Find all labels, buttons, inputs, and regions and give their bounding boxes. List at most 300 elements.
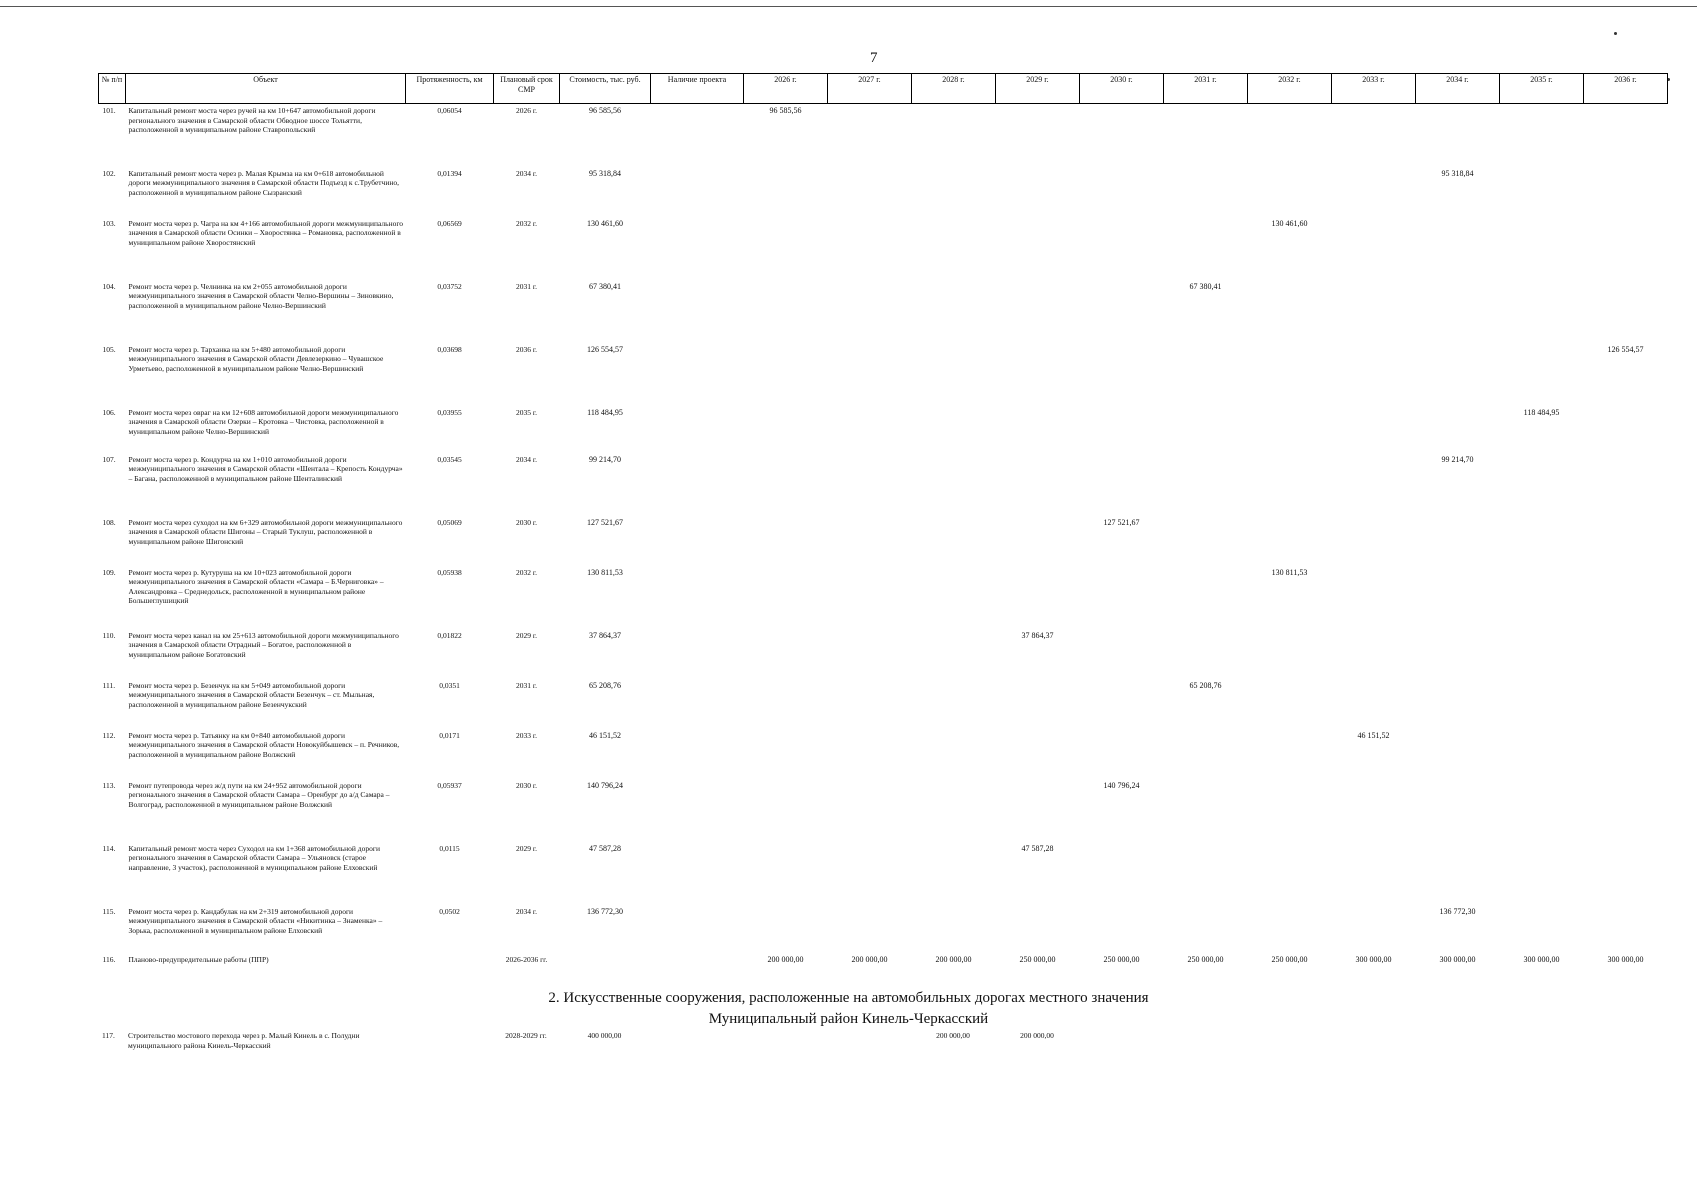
table-cell	[651, 905, 744, 953]
table-cell	[1079, 1029, 1163, 1059]
table-cell	[996, 280, 1080, 343]
column-header: 2035 г.	[1500, 74, 1584, 104]
table-cell	[1500, 842, 1584, 905]
bridges-table	[98, 73, 1668, 973]
table-cell	[827, 1029, 911, 1059]
table-cell	[405, 1029, 493, 1059]
table-cell: 2036 г.	[516, 344, 537, 354]
table-cell: 136 772,30	[587, 906, 623, 916]
table-cell: 2028-2029 гг.	[505, 1031, 547, 1040]
table-cell	[1584, 679, 1668, 729]
table-cell	[1332, 343, 1416, 406]
table-cell	[1164, 104, 1248, 167]
table-cell	[651, 953, 744, 973]
table-row	[99, 679, 1668, 729]
table-cell	[744, 679, 828, 729]
table-cell	[744, 629, 828, 679]
table-cell	[828, 104, 912, 167]
table-cell: 109.	[102, 567, 116, 577]
table-cell	[1500, 280, 1584, 343]
table-cell: 126 554,57	[1607, 344, 1644, 354]
table-cell: 2034 г.	[516, 454, 537, 464]
table-cell: 37 864,37	[1021, 630, 1054, 640]
table-cell: 250 000,00	[1019, 954, 1056, 964]
table-row	[99, 953, 1668, 973]
table-cell	[1248, 629, 1332, 679]
table-cell: Ремонт моста через р. Кутуруша на км 10+023 автомобильной дороги межмуниципального значения в Самарской области «Самара – Б.Черниговка» – Александровка – Среднедольск, расположенной в муниципальном районе Большеглушицкий	[128, 567, 384, 605]
table-cell	[996, 453, 1080, 516]
table-row	[99, 104, 1668, 167]
table-cell	[1332, 679, 1416, 729]
table-cell	[1584, 453, 1668, 516]
table-cell	[1500, 104, 1584, 167]
table-cell	[996, 566, 1080, 629]
table-cell	[1164, 779, 1248, 842]
table-cell	[744, 167, 828, 217]
table-cell: 0,0115	[439, 843, 460, 853]
table-cell	[828, 679, 912, 729]
table-cell	[560, 953, 651, 973]
table-cell	[1500, 729, 1584, 779]
table-cell: 113.	[102, 780, 116, 790]
column-header: 2028 г.	[912, 74, 996, 104]
table-cell	[1164, 566, 1248, 629]
table-cell	[996, 406, 1080, 453]
table-cell: Ремонт моста через р. Чагра на км 4+166 автомобильной дороги межмуниципального значения в Самарской области Осинки – Хворостянка – Романовка, расположенной в муниципальном районе Хворостянский	[128, 218, 404, 247]
section-title	[0, 988, 1697, 1030]
table-cell: 126 554,57	[587, 344, 623, 354]
table-cell	[1164, 167, 1248, 217]
table-cell: Ремонт путепровода через ж/д пути на км 24+952 автомобильной дороги регионального значения в Самарской области Самара – Оренбург до а/д Самара – Волгоград, расположенной в муниципальном районе Волжский	[128, 780, 390, 809]
table-cell: 130 461,60	[1271, 218, 1308, 228]
table-cell	[1248, 406, 1332, 453]
table-row	[99, 729, 1668, 779]
table-cell	[996, 679, 1080, 729]
table-cell: 2035 г.	[516, 407, 537, 417]
table-cell	[651, 280, 744, 343]
table-cell: Ремонт моста через р. Кондурча на км 1+010 автомобильной дороги межмуниципального значения в Самарской области «Шентала – Крепость Кондурча» – Багана, расположенной в муниципальном районе Шенталинский	[128, 454, 403, 483]
table-cell: Капитальный ремонт моста через Суходол на км 1+368 автомобильной дороги регионального значения в Самарской области Самара – Ульяновск (старое направление, 3 участок), расположенной в муниципальном районе Елховский	[128, 843, 380, 872]
table-cell: Ремонт моста через р. Кандабулак на км 2+319 автомобильной дороги межмуниципального значения в Самарской области «Никитинка – Знаменка» – Зорька, расположенной в муниципальном районе Елховский	[128, 906, 383, 935]
table-cell	[1080, 842, 1164, 905]
table-cell	[650, 1029, 743, 1059]
table-cell: Ремонт моста через р. Безенчук на км 5+049 автомобильной дороги межмуниципального значения в Самарской области Безенчук – ст. Мыльная, расположенной в муниципальном районе Безенчукский	[128, 680, 375, 709]
table-cell: 0,03752	[437, 281, 462, 291]
table-cell: 0,03955	[437, 407, 462, 417]
table-cell	[1332, 779, 1416, 842]
table-cell: 47 587,28	[589, 843, 621, 853]
table-cell	[912, 729, 996, 779]
table-cell: 0,05069	[437, 517, 462, 527]
table-cell	[1164, 406, 1248, 453]
table-cell: 96 585,56	[769, 106, 802, 115]
table-cell	[651, 679, 744, 729]
table-cell	[1416, 406, 1500, 453]
table-row	[99, 905, 1668, 953]
table-cell: 300 000,00	[1355, 954, 1392, 964]
table-cell: 2034 г.	[516, 168, 537, 178]
table-cell	[1415, 1029, 1499, 1059]
table-cell: 99 214,70	[1441, 454, 1474, 464]
table-cell: Капитальный ремонт моста через р. Малая Крымза на км 0+618 автомобильной дороги межмуниципального значения в Самарской области Подъезд к с.Трубетчино, расположенной в муниципальном районе Сызранский	[128, 168, 399, 197]
table-cell	[1416, 280, 1500, 343]
table-cell: 67 380,41	[1189, 281, 1222, 291]
table-cell: Капитальный ремонт моста через ручей на км 10+647 автомобильной дороги регионального значения в Самарской области Обводное шоссе Тольятти, расположенной в муниципальном районе Ставропольский	[128, 106, 376, 134]
table-cell	[1247, 1029, 1331, 1059]
table-cell: 0,03545	[437, 454, 462, 464]
column-header: 2036 г.	[1584, 74, 1668, 104]
table-cell	[743, 1029, 827, 1059]
table-cell: 200 000,00	[935, 954, 972, 964]
table-cell	[1248, 280, 1332, 343]
table-cell: 127 521,67	[587, 517, 623, 527]
table-cell	[651, 406, 744, 453]
table-cell: 2026 г.	[516, 106, 537, 115]
column-header: Наличие проекта	[651, 74, 744, 104]
table-cell	[1164, 516, 1248, 566]
table-cell	[744, 217, 828, 280]
table-cell	[651, 629, 744, 679]
table-cell	[1332, 104, 1416, 167]
table-cell	[1584, 842, 1668, 905]
table-cell	[651, 729, 744, 779]
table-cell	[744, 406, 828, 453]
table-row	[98, 1029, 1667, 1059]
table-cell	[912, 104, 996, 167]
table-cell	[1332, 280, 1416, 343]
table-cell	[1080, 104, 1164, 167]
table-cell	[1164, 217, 1248, 280]
table-cell	[651, 516, 744, 566]
section-subtitle: Муниципальный район Кинель-Черкасский	[708, 1011, 989, 1027]
table-cell	[1416, 779, 1500, 842]
table-cell: 103.	[102, 218, 116, 228]
table-cell	[1500, 217, 1584, 280]
table-cell: 0,0502	[439, 906, 460, 916]
table-row	[99, 167, 1668, 217]
table-cell	[1332, 566, 1416, 629]
column-header: Плановый срок СМР	[494, 74, 560, 104]
table-cell	[828, 566, 912, 629]
table-cell	[1332, 516, 1416, 566]
table-cell	[1584, 280, 1668, 343]
table-cell	[651, 343, 744, 406]
table-body	[99, 104, 1668, 973]
table-cell	[1080, 167, 1164, 217]
table-row	[99, 217, 1668, 280]
table-cell: 0,03698	[437, 344, 462, 354]
table-cell: 2034 г.	[516, 906, 537, 916]
table-cell	[1331, 1029, 1415, 1059]
table-cell	[1500, 566, 1584, 629]
table-cell: 95 318,84	[589, 168, 621, 178]
table-row	[99, 516, 1668, 566]
table-cell	[1332, 629, 1416, 679]
section-title-line1: 2. Искусственные сооружения, расположенные на автомобильных дорогах местного значения	[548, 990, 1149, 1006]
column-header: 2027 г.	[828, 74, 912, 104]
table-cell	[1416, 566, 1500, 629]
table-cell: 130 811,53	[1271, 567, 1308, 577]
table-cell: 200 000,00	[767, 954, 804, 964]
table-cell: 102.	[102, 168, 116, 178]
column-header: Объект	[126, 74, 406, 104]
table-cell	[1500, 453, 1584, 516]
table-cell	[1416, 629, 1500, 679]
table-cell: 200 000,00	[936, 1031, 970, 1040]
section2-body	[98, 1029, 1667, 1059]
table-cell	[1332, 167, 1416, 217]
table-cell	[1416, 217, 1500, 280]
table-cell	[1416, 343, 1500, 406]
table-cell	[912, 343, 996, 406]
table-cell	[1248, 779, 1332, 842]
table-cell: 95 318,84	[1441, 168, 1474, 178]
table-cell	[651, 167, 744, 217]
table-cell	[651, 566, 744, 629]
table-cell: 117.	[102, 1031, 115, 1040]
table-cell	[912, 679, 996, 729]
table-cell: Ремонт моста через р. Челнинка на км 2+055 автомобильной дороги межмуниципального значения в Самарской области Челно-Вершины – Зиновкино, расположенной в муниципальном районе Челно-Вершинский	[128, 281, 394, 310]
table-cell	[1416, 104, 1500, 167]
table-cell	[1164, 343, 1248, 406]
table-cell: 65 208,76	[1189, 680, 1222, 690]
table-cell: 0,05937	[437, 780, 462, 790]
table-cell	[1332, 406, 1416, 453]
table-cell	[1583, 1029, 1667, 1059]
table-cell: 96 585,56	[589, 106, 621, 115]
table-cell	[996, 104, 1080, 167]
table-cell	[406, 953, 494, 973]
table-cell	[1584, 104, 1668, 167]
table-cell: 0,01822	[437, 630, 462, 640]
table-cell	[1500, 516, 1584, 566]
table-cell: 0,01394	[437, 168, 462, 178]
table-cell: 2032 г.	[516, 567, 537, 577]
table-cell	[1416, 842, 1500, 905]
table-cell: 118 484,95	[587, 407, 623, 417]
table-cell	[828, 406, 912, 453]
table-cell: Планово-предупредительные работы (ППР)	[128, 954, 269, 964]
table-cell	[1248, 905, 1332, 953]
table-cell: 107.	[102, 454, 116, 464]
table-cell	[828, 729, 912, 779]
table-cell	[1080, 566, 1164, 629]
table-cell: 2030 г.	[516, 780, 537, 790]
table-cell	[996, 729, 1080, 779]
table-cell	[912, 629, 996, 679]
section2-table	[98, 1029, 1667, 1059]
table-cell	[1080, 343, 1164, 406]
table-cell: 118 484,95	[1523, 407, 1560, 417]
table-cell: 115.	[102, 906, 116, 916]
table-cell	[1584, 217, 1668, 280]
table-cell	[828, 905, 912, 953]
table-cell	[1080, 729, 1164, 779]
table-cell	[1416, 729, 1500, 779]
table-cell: Ремонт моста через овраг на км 12+608 автомобильной дороги межмуниципального значения в Самарской области Озерки – Кротовка – Чистовка, расположенной в муниципальном районе Челно-Вершинский	[128, 407, 399, 436]
table-cell	[651, 104, 744, 167]
column-header: 2034 г.	[1416, 74, 1500, 104]
table-cell	[1416, 516, 1500, 566]
table-cell	[1584, 779, 1668, 842]
table-cell: 2026-2036 гг.	[505, 954, 548, 964]
table-cell	[1248, 729, 1332, 779]
table-cell: 2030 г.	[516, 517, 537, 527]
table-cell: 101.	[102, 106, 116, 115]
column-header: 2033 г.	[1332, 74, 1416, 104]
table-cell	[828, 343, 912, 406]
table-cell	[996, 779, 1080, 842]
table-cell	[1500, 167, 1584, 217]
table-cell	[828, 629, 912, 679]
table-cell: Ремонт моста через суходол на км 6+329 автомобильной дороги межмуниципального значения в Самарской области Шигоны – Старый Туклуш, расположенной в муниципальном районе Шигонский	[128, 517, 403, 546]
table-cell	[828, 217, 912, 280]
table-cell	[1248, 679, 1332, 729]
table-cell	[912, 566, 996, 629]
table-cell	[1500, 779, 1584, 842]
table-cell: 65 208,76	[589, 680, 621, 690]
table-cell: 108.	[102, 517, 116, 527]
table-cell	[744, 842, 828, 905]
table-cell	[1080, 905, 1164, 953]
table-cell	[651, 453, 744, 516]
table-cell: Ремонт моста через р. Татьянку на км 0+840 автомобильной дороги межмуниципального значения в Самарской области Новокуйбышевск – п. Речников, расположенной в муниципальном районе Волжский	[128, 730, 400, 759]
table-cell	[1164, 629, 1248, 679]
table-cell	[1164, 842, 1248, 905]
column-header: 2026 г.	[744, 74, 828, 104]
table-cell: 300 000,00	[1607, 954, 1644, 964]
table-cell: 300 000,00	[1439, 954, 1476, 964]
scan-speck	[1614, 32, 1617, 35]
table-cell: 0,06054	[437, 106, 462, 115]
table-cell	[1332, 217, 1416, 280]
table-row	[99, 280, 1668, 343]
table-cell: 0,06569	[437, 218, 462, 228]
table-cell	[1499, 1029, 1583, 1059]
table-cell	[1584, 566, 1668, 629]
table-cell	[744, 453, 828, 516]
table-cell	[1332, 842, 1416, 905]
table-cell: 130 811,53	[587, 567, 623, 577]
table-cell	[828, 167, 912, 217]
column-header: 2031 г.	[1164, 74, 1248, 104]
table-cell	[1248, 516, 1332, 566]
table-cell: 2032 г.	[516, 218, 537, 228]
table-cell: 37 864,37	[589, 630, 621, 640]
table-cell	[1584, 167, 1668, 217]
column-header: № п/п	[99, 74, 126, 104]
table-cell: Строительство мостового перехода через р. Малый Кинель в с. Полудни муниципального района Кинель-Черкасский	[128, 1031, 360, 1050]
table-cell	[1163, 1029, 1247, 1059]
table-cell	[912, 406, 996, 453]
table-cell	[912, 167, 996, 217]
table-cell: 2033 г.	[516, 730, 537, 740]
table-cell	[996, 905, 1080, 953]
table-cell: 130 461,60	[587, 218, 623, 228]
table-cell	[996, 516, 1080, 566]
table-cell	[912, 779, 996, 842]
table-cell	[828, 516, 912, 566]
table-cell	[1164, 905, 1248, 953]
table-cell	[1500, 679, 1584, 729]
table-cell	[744, 779, 828, 842]
table-cell: 300 000,00	[1523, 954, 1560, 964]
table-cell	[1500, 629, 1584, 679]
table-cell: 0,0171	[439, 730, 460, 740]
table-cell	[1080, 453, 1164, 516]
table-cell	[1248, 104, 1332, 167]
column-header: Протяженность, км	[406, 74, 494, 104]
table-cell	[912, 453, 996, 516]
table-cell	[828, 280, 912, 343]
table-cell	[1164, 453, 1248, 516]
table-cell: 136 772,30	[1439, 906, 1476, 916]
table-row	[99, 629, 1668, 679]
table-cell: 104.	[102, 281, 116, 291]
table-cell	[1248, 842, 1332, 905]
table-cell	[1584, 729, 1668, 779]
table-cell	[744, 729, 828, 779]
column-header: 2029 г.	[996, 74, 1080, 104]
table-cell	[1332, 453, 1416, 516]
table-row	[99, 779, 1668, 842]
table-cell	[1080, 406, 1164, 453]
table-header-row	[99, 74, 1668, 104]
table-cell	[996, 167, 1080, 217]
table-cell: Ремонт моста через р. Тарханка на км 5+480 автомобильной дороги межмуниципального значения в Самарской области Девлезеркино – Чувашское Урметьево, расположенной в муниципальном районе Челно-Вершинский	[128, 344, 384, 373]
table-cell	[1248, 453, 1332, 516]
table-cell: 46 151,52	[1357, 730, 1390, 740]
table-cell	[1164, 729, 1248, 779]
table-row	[99, 566, 1668, 629]
table-cell	[744, 343, 828, 406]
table-cell	[828, 453, 912, 516]
table-cell	[1416, 679, 1500, 729]
table-cell: 105.	[102, 344, 116, 354]
table-cell	[1332, 905, 1416, 953]
table-cell: 0,0351	[439, 680, 460, 690]
table-cell: 106.	[102, 407, 116, 417]
table-cell: 114.	[102, 843, 116, 853]
table-cell	[912, 516, 996, 566]
table-cell	[912, 842, 996, 905]
table-cell	[1584, 516, 1668, 566]
table-cell	[1080, 280, 1164, 343]
table-cell: 2029 г.	[516, 630, 537, 640]
table-cell: 200 000,00	[1020, 1031, 1054, 1040]
table-cell	[1248, 167, 1332, 217]
table-cell	[996, 343, 1080, 406]
table-cell: 112.	[102, 730, 116, 740]
table-cell: 250 000,00	[1271, 954, 1308, 964]
table-cell	[1080, 629, 1164, 679]
table-cell: 2031 г.	[516, 680, 537, 690]
table-cell: Ремонт моста через канал на км 25+613 автомобильной дороги межмуниципального значения в Самарской области Отрадный – Богатое, расположенной в муниципальном районе Богатовский	[128, 630, 399, 659]
table-cell: 400 000,00	[587, 1031, 622, 1040]
table-cell: 250 000,00	[1187, 954, 1224, 964]
table-cell: 47 587,28	[1021, 843, 1054, 853]
table-cell	[1248, 343, 1332, 406]
table-cell: 127 521,67	[1103, 517, 1140, 527]
table-cell: 67 380,41	[589, 281, 621, 291]
table-cell: 0,05938	[437, 567, 462, 577]
table-cell	[912, 280, 996, 343]
table-cell	[1500, 905, 1584, 953]
table-cell: 111.	[102, 680, 116, 690]
table-cell	[744, 566, 828, 629]
page-number: 7	[870, 50, 878, 66]
table-cell	[651, 842, 744, 905]
